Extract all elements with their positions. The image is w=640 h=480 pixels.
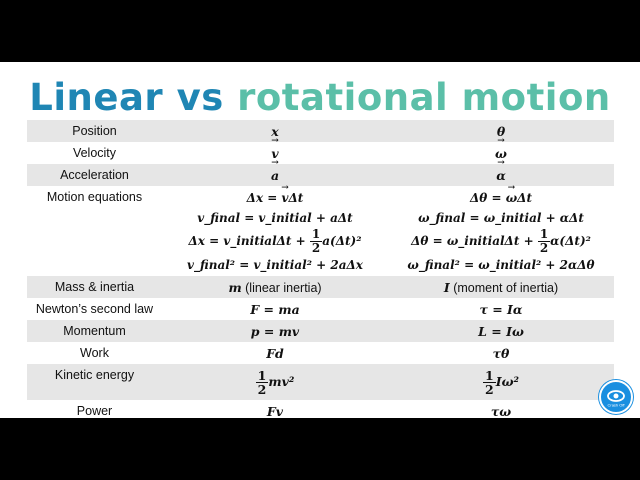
rotational-equations [388,186,614,276]
svg-text:Crash Off: Crash Off [607,402,625,408]
linear-value: $\frac{1}{2}$ mv² [162,364,388,400]
row-position [27,120,614,142]
row-label: Newton’s second law [35,302,154,316]
equation-4: ω_final² = ω_initial² + 2αΔθ [407,257,595,272]
row-motion-equations [27,186,614,276]
title-vs: vs [176,76,224,119]
rotational-value: τθ [492,345,510,361]
row-label: Velocity [72,146,117,160]
equation-1: Δθ = → ωΔt [388,188,614,208]
linear-value: → a [271,168,279,183]
row-momentum [27,320,614,342]
row-label: Acceleration [27,164,162,186]
linear-value: x [271,123,279,139]
row-acceleration [27,164,614,186]
row-label: Motion equations [46,190,143,204]
crash-off-logo[interactable] [599,380,633,414]
comparison-table [27,120,614,418]
linear-value: Fv [266,403,284,418]
rotational-value: τω [490,403,512,418]
equation-4: v_final² = v_initial² + 2aΔx [187,257,363,272]
row-label: Work [80,346,109,360]
rotational-value: I (moment of inertia) [388,276,614,298]
title-rotational: rotational motion [237,76,611,119]
row-label: Position [27,120,162,142]
row-label: Mass & inertia [27,276,162,298]
linear-equations [162,186,388,276]
linear-value: → v [271,146,278,161]
rotational-value: θ [496,123,506,139]
equation-2: ω_final = ω_initial + αΔt [418,210,584,225]
row-velocity [27,142,614,164]
linear-value: Fd [266,345,284,361]
row-label: Momentum [27,320,162,342]
equation-3: Δx = v_initialΔt + $\frac{1}{2}$ a(Δt)² [188,226,362,255]
rotational-value: → α [496,168,506,183]
equation-3: Δθ = ω_initialΔt + $\frac{1}{2}$ α(Δt)² [411,226,591,255]
equation-1: Δx = → vΔt [162,188,388,208]
slide-title [0,76,640,120]
rotational-value: $\frac{1}{2}$ Iω² [388,364,614,400]
slide [0,62,640,418]
rotational-value: → ω [495,146,507,161]
linear-value: F = ma [250,301,300,317]
row-newton [27,298,614,320]
eye-icon [605,386,627,408]
row-mass-inertia [27,276,614,298]
row-label: Kinetic energy [27,364,162,400]
equation-2: v_final = v_initial + aΔt [197,210,353,225]
row-kinetic-energy [27,364,614,400]
linear-value: p = mv [250,323,300,339]
row-work [27,342,614,364]
row-label: Power [76,404,113,418]
rotational-value: τ = Iα [479,301,523,317]
title-linear: Linear [29,76,164,119]
row-power [27,400,614,418]
linear-value: m (linear inertia) [162,276,388,298]
rotational-value: L = Iω [478,323,524,339]
